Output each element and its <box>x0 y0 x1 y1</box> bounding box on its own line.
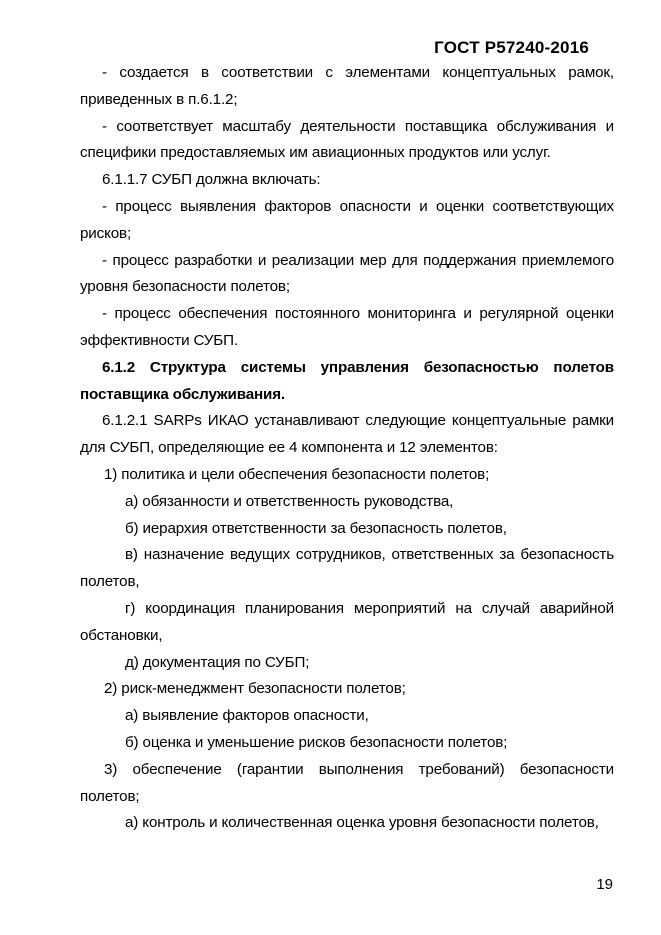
list-subitem: а) обязанности и ответственность руководства, <box>125 492 454 510</box>
paragraph: - создается в соответствии с элементами концептуальных рамок, приведенных в п.6.1.2; <box>80 64 614 108</box>
paragraph: 6.1.2.1 SARPs ИКАО устанавливают следующие концептуальные рамки для СУБП, определяющие ее 4 компонента и 12 элементов: <box>80 412 614 457</box>
page-number: 19 <box>596 876 613 893</box>
list-item: 2) риск-менеджмент безопасности полетов; <box>104 680 406 698</box>
list-subitem: г) координация планирования мероприятий на случай аварийной обстановки, <box>80 599 614 644</box>
list-subitem: а) контроль и количественная оценка уровня безопасности полетов, <box>125 814 599 832</box>
paragraph: - процесс разработки и реализации мер для поддержания приемлемого уровня безопасности полетов; <box>80 251 614 296</box>
list-subitem: б) оценка и уменьшение рисков безопасности полетов; <box>125 733 508 751</box>
document-header: ГОСТ Р57240-2016 <box>434 38 589 57</box>
list-item: 3) обеспечение (гарантии выполнения требований) безопасности полетов; <box>80 760 614 805</box>
paragraph: 6.1.1.7 СУБП должна включать: <box>102 171 321 189</box>
paragraph: - процесс обеспечения постоянного мониторинга и регулярной оценки эффективности СУБП. <box>80 305 614 349</box>
list-subitem: б) иерархия ответственности за безопасность полетов, <box>125 519 507 537</box>
document-body <box>80 60 614 837</box>
list-subitem: д) документация по СУБП; <box>125 653 310 671</box>
paragraph: - соответствует масштабу деятельности поставщика обслуживания и специфики предоставляемых им авиационных продуктов или услуг. <box>80 117 614 162</box>
paragraph: - процесс выявления факторов опасности и оценки соответствующих рисков; <box>80 197 614 242</box>
list-item: 1) политика и цели обеспечения безопасности полетов; <box>104 465 490 483</box>
section-heading: 6.1.2 Структура системы управления безопасностью полетов поставщика обслуживания. <box>80 358 614 403</box>
list-subitem: а) выявление факторов опасности, <box>125 707 369 725</box>
list-subitem: в) назначение ведущих сотрудников, ответственных за безопасность полетов, <box>80 546 614 591</box>
